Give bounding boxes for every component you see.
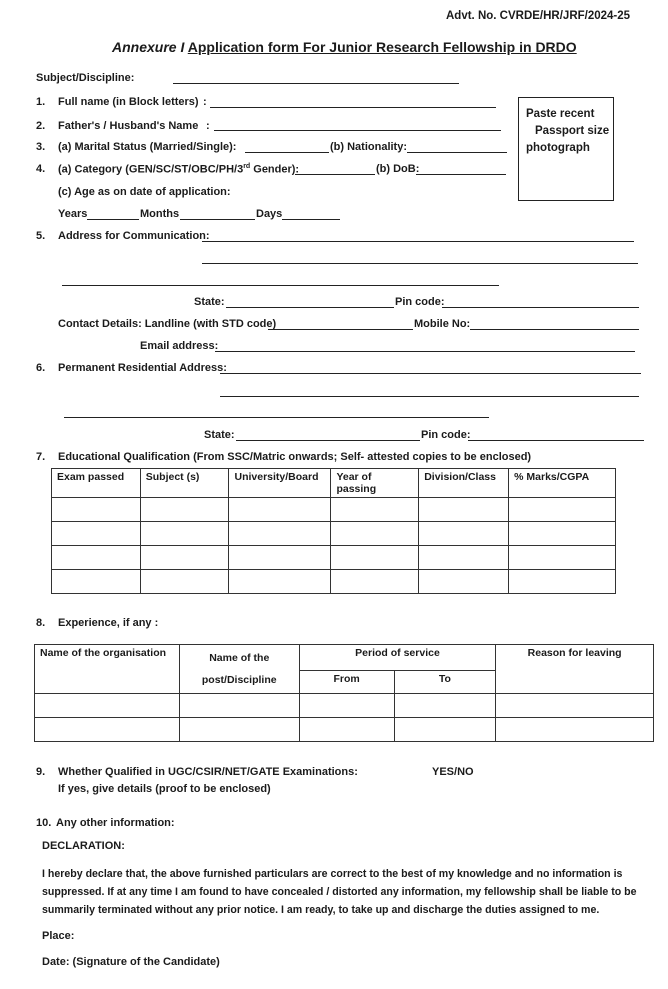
permanent-address-line-3[interactable] xyxy=(64,417,489,418)
contact-label: Contact Details: Landline (with STD code) xyxy=(58,318,277,330)
table-cell[interactable] xyxy=(331,498,419,522)
exp-header-period: Period of service xyxy=(299,645,496,671)
mobile-field[interactable] xyxy=(470,329,639,330)
edu-header-subject: Subject (s) xyxy=(140,469,229,498)
table-cell[interactable] xyxy=(35,718,180,742)
edu-header-division: Division/Class xyxy=(419,469,509,498)
state-label: State: xyxy=(194,296,225,308)
edu-header-exam: Exam passed xyxy=(52,469,141,498)
table-cell[interactable] xyxy=(52,498,141,522)
table-cell[interactable] xyxy=(496,694,654,718)
table-cell[interactable] xyxy=(509,498,616,522)
colon: : xyxy=(203,96,207,108)
pin-label-2: Pin code: xyxy=(421,429,471,441)
edu-header-university: University/Board xyxy=(229,469,331,498)
item-7-number: 7. xyxy=(36,451,46,463)
table-cell[interactable] xyxy=(299,694,394,718)
state-field[interactable] xyxy=(226,307,394,308)
item-4-number: 4. xyxy=(36,163,46,175)
table-cell[interactable] xyxy=(140,546,229,570)
experience-label: Experience, if any : xyxy=(58,617,159,629)
experience-header-row-1 xyxy=(35,645,654,671)
page-title xyxy=(112,39,577,55)
photo-box[interactable] xyxy=(518,97,614,201)
title-main: Application form For Junior Research Fellowship in DRDO xyxy=(187,39,577,55)
pin-label: Pin code: xyxy=(395,296,445,308)
table-cell[interactable] xyxy=(140,498,229,522)
qualified-label: Whether Qualified in UGC/CSIR/NET/GATE Examinations: xyxy=(58,766,358,778)
table-cell[interactable] xyxy=(179,694,299,718)
dob-label: (b) DoB: xyxy=(376,163,420,175)
item-3-number: 3. xyxy=(36,141,46,153)
declaration-line-2: suppressed. If at any time I am found to have concealed / distorted any information, my fellowship shall be liable to be xyxy=(42,886,637,898)
age-label: (c) Age as on date of application: xyxy=(58,186,231,198)
email-field[interactable] xyxy=(215,351,635,352)
category-sup: rd xyxy=(243,163,251,170)
item-10-number: 10. xyxy=(36,817,52,829)
table-cell[interactable] xyxy=(394,694,496,718)
address-line-3[interactable] xyxy=(62,285,499,286)
nationality-field[interactable] xyxy=(407,152,507,153)
exp-header-org: Name of the organisation xyxy=(35,645,180,694)
landline-field[interactable] xyxy=(268,329,413,330)
address-line-2[interactable] xyxy=(202,263,638,264)
item-8-number: 8. xyxy=(36,617,46,629)
exp-header-post xyxy=(179,645,299,694)
table-cell[interactable] xyxy=(52,522,141,546)
table-cell[interactable] xyxy=(394,718,496,742)
months-label: Months xyxy=(140,208,180,220)
address-line-1[interactable] xyxy=(202,241,634,242)
permanent-address-line-2[interactable] xyxy=(220,396,639,397)
advt-number: Advt. No. CVRDE/HR/JRF/2024-25 xyxy=(446,10,631,22)
marital-status-label: (a) Marital Status (Married/Single): xyxy=(58,141,237,153)
exp-header-post-2: post/Discipline xyxy=(201,674,277,686)
dob-field[interactable] xyxy=(416,174,506,175)
table-cell[interactable] xyxy=(331,522,419,546)
exp-header-post-1: Name of the xyxy=(209,652,270,664)
category-text-end: Gender): xyxy=(250,163,300,176)
colon: : xyxy=(206,120,210,132)
table-cell[interactable] xyxy=(229,546,331,570)
place-label: Place: xyxy=(42,930,75,942)
item-1-label: Full name (in Block letters) xyxy=(58,96,199,108)
years-label: Years xyxy=(58,208,88,220)
marital-status-field[interactable] xyxy=(245,152,329,153)
education-table xyxy=(51,468,616,594)
item-6-number: 6. xyxy=(36,362,46,374)
item-2-label: Father's / Husband's Name xyxy=(58,120,199,132)
title-annexure: Annexure I xyxy=(112,39,185,55)
months-field[interactable] xyxy=(180,219,255,220)
photo-text-1: Paste recent xyxy=(526,108,595,120)
table-cell[interactable] xyxy=(419,522,509,546)
item-5-number: 5. xyxy=(36,230,46,242)
table-cell[interactable] xyxy=(419,546,509,570)
permanent-address-label: Permanent Residential Address: xyxy=(58,362,227,374)
table-cell[interactable] xyxy=(52,546,141,570)
experience-table xyxy=(34,644,654,742)
table-cell[interactable] xyxy=(419,498,509,522)
declaration-line-1: I hereby declare that, the above furnished particulars are correct to the best of my knowledge and no information is xyxy=(42,868,623,880)
state-label-2: State: xyxy=(204,429,235,441)
table-cell[interactable] xyxy=(229,522,331,546)
item-1-number: 1. xyxy=(36,96,46,108)
table-cell[interactable] xyxy=(509,570,616,594)
pin-field-2[interactable] xyxy=(468,440,644,441)
education-header-row xyxy=(52,469,616,498)
table-cell[interactable] xyxy=(419,570,509,594)
declaration-line-3: summarily terminated without any prior notice. I am ready, to take up and discharge the duties assigned to me. xyxy=(42,904,600,916)
edu-header-year: Year of passing xyxy=(331,469,419,498)
table-row xyxy=(52,546,616,570)
table-cell[interactable] xyxy=(179,718,299,742)
table-cell[interactable] xyxy=(509,546,616,570)
days-field[interactable] xyxy=(282,219,340,220)
other-info-label: Any other information: xyxy=(56,817,175,829)
years-field[interactable] xyxy=(87,219,139,220)
exp-header-reason: Reason for leaving xyxy=(496,645,654,694)
email-label: Email address: xyxy=(140,340,219,352)
table-cell[interactable] xyxy=(140,522,229,546)
table-cell[interactable] xyxy=(229,498,331,522)
pin-field[interactable] xyxy=(442,307,639,308)
father-name-field[interactable] xyxy=(214,130,501,131)
table-cell[interactable] xyxy=(140,570,229,594)
days-label: Days xyxy=(256,208,283,220)
education-label: Educational Qualification (From SSC/Matric onwards; Self- attested copies to be enclosed) xyxy=(58,451,532,463)
table-cell[interactable] xyxy=(331,570,419,594)
state-field-2[interactable] xyxy=(236,440,420,441)
category-field[interactable] xyxy=(295,174,375,175)
table-cell[interactable] xyxy=(229,570,331,594)
mobile-label: Mobile No: xyxy=(414,318,471,330)
table-cell[interactable] xyxy=(331,546,419,570)
full-name-field[interactable] xyxy=(210,107,496,108)
date-signature-label: Date: (Signature of the Candidate) xyxy=(42,956,220,968)
table-cell[interactable] xyxy=(35,694,180,718)
table-row xyxy=(52,570,616,594)
item-9-number: 9. xyxy=(36,766,46,778)
table-row xyxy=(52,498,616,522)
table-cell[interactable] xyxy=(52,570,141,594)
subject-label: Subject/Discipline: xyxy=(36,72,135,84)
subject-field[interactable] xyxy=(173,83,459,84)
table-row xyxy=(35,694,654,718)
category-label xyxy=(58,163,299,176)
table-cell[interactable] xyxy=(496,718,654,742)
exp-header-to: To xyxy=(394,670,496,693)
table-cell[interactable] xyxy=(509,522,616,546)
edu-header-marks: % Marks/CGPA xyxy=(509,469,616,498)
qualified-details-label: If yes, give details (proof to be enclosed) xyxy=(58,783,271,795)
photo-text-2: Passport size xyxy=(535,125,610,137)
item-2-number: 2. xyxy=(36,120,46,132)
table-cell[interactable] xyxy=(299,718,394,742)
yes-no-option[interactable]: YES/NO xyxy=(432,766,474,778)
photo-text-3: photograph xyxy=(526,142,590,154)
address-label: Address for Communication: xyxy=(58,230,210,242)
declaration-heading: DECLARATION: xyxy=(42,840,125,852)
exp-header-from: From xyxy=(299,670,394,693)
table-row xyxy=(35,718,654,742)
nationality-label: (b) Nationality: xyxy=(330,141,407,153)
category-text: (a) Category (GEN/SC/ST/OBC/PH/3 xyxy=(58,163,244,176)
permanent-address-line-1[interactable] xyxy=(220,373,641,374)
table-row xyxy=(52,522,616,546)
